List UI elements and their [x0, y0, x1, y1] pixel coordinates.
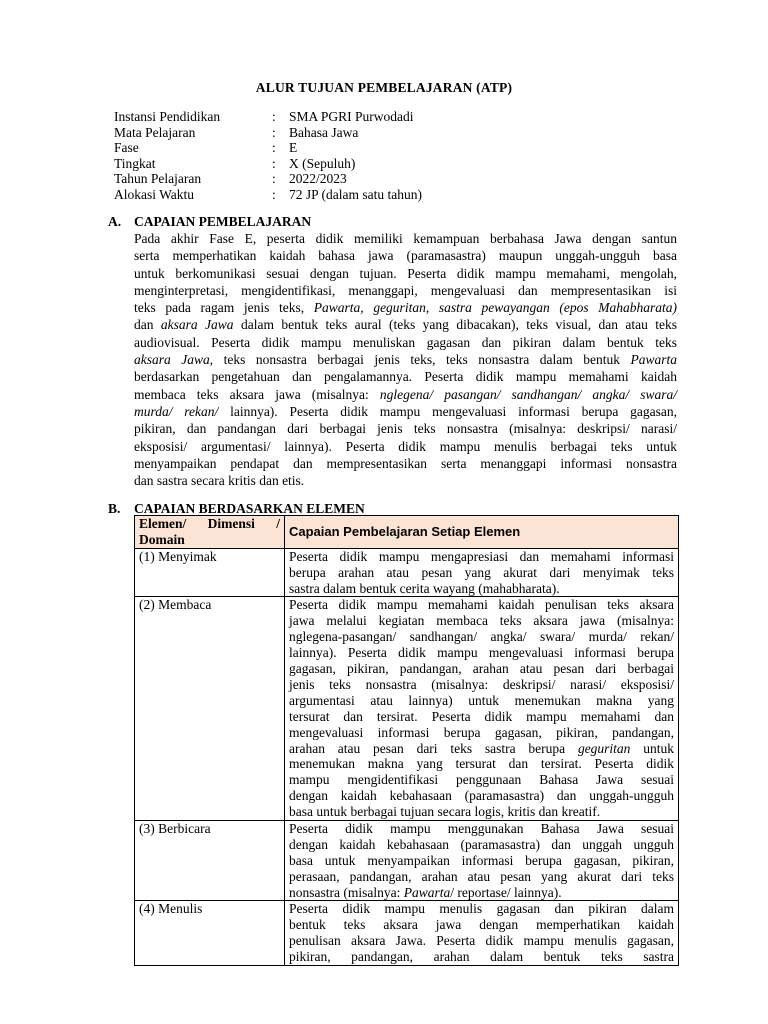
element-name: (1) Menyimak [139, 548, 217, 564]
meta-value: SMA PGRI Purwodadi [289, 109, 414, 124]
outcome-line [289, 677, 674, 693]
text-run: berupa arahan atau pesan yang akurat dari menyimak teks [289, 564, 674, 580]
meta-label: Tahun Pelajaran [114, 171, 202, 186]
header-outcome: Capaian Pembelajaran Setiap Elemen [285, 516, 679, 549]
table-row [135, 820, 679, 900]
outcome-line [289, 901, 674, 917]
header-element-line: Elemen/ Dimensi / [139, 516, 280, 531]
outcome-line [289, 756, 674, 772]
italic-text: geguritan [577, 740, 631, 756]
italic-text: Pawarta, geguritan, sastra pewayangan (epos Mahabharata) [313, 300, 677, 316]
outcome-line [289, 804, 674, 820]
text-run: audiovisual. Peserta didik mampu menuliskan gagasan dan pikiran dalam bentuk teks [134, 334, 677, 350]
element-outcome-cell [285, 901, 679, 966]
outcome-line [289, 693, 674, 709]
element-name: (4) Menulis [139, 901, 203, 917]
meta-row-grade [114, 156, 422, 172]
outcome-line [289, 869, 674, 885]
table-row [135, 548, 679, 597]
text-run: mengevaluasi informasi berupa gagasan, pikiran, pandangan, [289, 724, 674, 740]
text-run: tersurat dan tersirat. Peserta didik mampu memahami dan [289, 708, 674, 724]
text-run: dengan kaidah kebahasaan (paramasastra) dan unggah ungguh [289, 836, 674, 852]
text-run: lainnya). Peserta didik mampu mengevaluasi informasi berupa [289, 645, 674, 661]
table-row [135, 597, 679, 820]
paragraph-line [134, 472, 677, 489]
meta-row-subject [114, 125, 422, 141]
meta-value: Bahasa Jawa [289, 124, 359, 140]
outcome-line [289, 933, 674, 949]
text-run: pikiran, pandangan, arahan dalam bentuk teks sastra [289, 949, 674, 965]
outcome-line [289, 772, 674, 788]
learning-outcome-paragraph [134, 230, 677, 489]
text-run: arahan atau pesan dari teks sastra berupa [289, 740, 578, 756]
outcome-line [289, 741, 674, 757]
text-run: sastra dalam bentuk cerita wayang (mahabharata). [289, 580, 560, 596]
meta-value: E [289, 140, 298, 155]
text-run: Peserta didik mampu mengapresiasi dan memahami informasi [289, 548, 674, 564]
text-run: argumentasi atau lainnya) untuk menemukan makna yang [289, 692, 674, 708]
meta-row-institution [114, 109, 422, 125]
meta-colon: : [272, 186, 276, 202]
text-run: Peserta didik mampu menggunakan Bahasa Jawa sesuai [289, 820, 674, 836]
outcome-line [289, 917, 674, 933]
meta-label: Alokasi Waktu [114, 186, 195, 202]
element-name-cell [135, 597, 285, 820]
element-name: (3) Berbicara [139, 820, 211, 836]
paragraph-line [134, 247, 677, 264]
outcome-line [289, 645, 674, 661]
section-a-heading [108, 213, 311, 230]
document-title: ALUR TUJUAN PEMBELAJARAN (ATP) [255, 80, 513, 95]
text-run: Pada akhir Fase E, peserta didik memiliki kemampuan berbahasa Jawa dengan santun [134, 231, 677, 246]
element-name-cell [135, 548, 285, 597]
meta-value: X (Sepuluh) [289, 155, 356, 171]
text-run: dan [134, 317, 161, 333]
text-run: jawa melalui kegiatan membaca teks aksara jawa (misalnya: [289, 613, 674, 629]
italic-text: Pawarta [403, 884, 451, 900]
meta-row-phase [114, 140, 422, 156]
text-run: mampu mengidentifikasi penggunaan Bahasa Jawa sesuai [289, 772, 674, 788]
header-element-line: Domain [139, 531, 185, 547]
table-row [135, 901, 679, 966]
element-outcome-cell [285, 820, 679, 900]
meta-label: Tingkat [114, 155, 156, 171]
text-run: perasaan, pandangan, arahan atau pesan yang akurat dari teks [289, 868, 674, 884]
text-run: untuk [630, 740, 674, 756]
text-run: menyampaikan pendapat dan mempresentasikan serta menanggapi informasi nonsastra [134, 455, 677, 471]
meta-value: 2022/2023 [289, 171, 347, 186]
section-title: CAPAIAN BERDASARKAN ELEMEN [134, 501, 365, 516]
text-run: Peserta didik mampu menulis gagasan dan pikiran dalam [289, 901, 674, 917]
identity-block [114, 109, 422, 202]
text-run: berdasarkan pengetahuan dan pengalamannya. Peserta didik mampu memahami kaidah [134, 369, 677, 385]
outcome-line [289, 629, 674, 645]
element-outcome-cell [285, 548, 679, 597]
header-element [135, 516, 285, 549]
outcome-line [289, 581, 674, 597]
text-run: Peserta didik mampu memahami kaidah penulisan teks aksara [289, 597, 674, 613]
italic-text: aksara Jawa [160, 317, 234, 333]
outcome-line [289, 565, 674, 581]
section-title: CAPAIAN PEMBELAJARAN [134, 214, 312, 229]
paragraph-line [134, 351, 677, 368]
outcome-line [289, 597, 674, 613]
outcome-line [289, 709, 674, 725]
text-run: / reportase/ lainnya). [450, 884, 562, 900]
text-run: dalam bentuk teks aural (teks yang dibacakan), teks visual, dan atau teks [233, 317, 678, 333]
text-run: gagasan, pikiran, pandangan, arahan atau pesan dari berbagai [289, 661, 674, 677]
text-run: bentuk teks aksara jawa dengan memperhatikan kaidah [289, 917, 674, 933]
paragraph-line [134, 299, 677, 316]
paragraph-line [134, 368, 677, 385]
paragraph-line [134, 316, 677, 333]
meta-label: Fase [114, 140, 139, 155]
element-name-cell [135, 820, 285, 900]
meta-label: Instansi Pendidikan [114, 109, 221, 124]
paragraph-line [134, 455, 677, 472]
outcome-line [289, 885, 674, 901]
italic-text: nglegena/ pasangan/ sandhangan/ angka/ swara/ [379, 386, 677, 402]
paragraph-line [134, 438, 677, 455]
outcome-line [289, 725, 674, 741]
section-letter: B. [108, 501, 121, 516]
text-run: , teks nonsastra berbagai jenis teks, teks nonsastra dalam bentuk [209, 352, 631, 368]
outcome-line [289, 549, 674, 565]
italic-text: aksara Jawa [134, 352, 210, 368]
text-run: jenis teks nonsastra (misalnya: deskripsi/ narasi/ eksposisi/ [289, 676, 674, 692]
text-run: eksposisi/ argumentasi/ lainnya). Peserta didik mampu menulis berbagai teks untuk [134, 438, 677, 454]
meta-value: 72 JP (dalam satu tahun) [289, 186, 422, 202]
text-run: pikiran, dan pandangan dari berbagai jenis teks nonsastra (misalnya: deskripsi/ narasi/ [134, 421, 677, 437]
text-run: untuk berkomunikasi sesuai dengan tujuan. Peserta didik mampu memahami, mengolah, [134, 265, 677, 281]
outcome-line [289, 613, 674, 629]
meta-colon: : [272, 124, 276, 140]
outcome-line [289, 837, 674, 853]
text-run: menginterpretasi, mengidentifikasi, menanggapi, mengevaluasi dan mempresentasikan isi [134, 282, 677, 298]
paragraph-line [134, 230, 677, 247]
text-run: membaca teks aksara jawa (misalnya: [134, 386, 380, 402]
meta-colon: : [272, 109, 276, 124]
meta-label: Mata Pelajaran [114, 124, 196, 140]
paragraph-line [134, 282, 677, 299]
text-run: serta memperhatikan kaidah bahasa jawa (paramasastra) maupun unggah-ungguh basa [134, 248, 677, 264]
paragraph-line [134, 386, 677, 403]
italic-text: Pawarta [630, 352, 677, 368]
italic-text: murda/ rekan/ [134, 403, 219, 419]
meta-colon: : [272, 155, 276, 171]
outcome-line [289, 853, 674, 869]
text-run: lainnya). Peserta didik mampu mengevaluasi informasi berupa gagasan, [218, 403, 677, 419]
element-name-cell [135, 901, 285, 966]
text-run: dengan kaidah kebahasaan (paramasastra) dan unggah-ungguh [289, 788, 674, 804]
text-run: nglegena-pasangan/ sandhangan/ angka/ swara/ murda/ rekan/ [289, 629, 674, 645]
paragraph-line [134, 420, 677, 437]
meta-row-time-allocation [114, 187, 422, 203]
element-name: (2) Membaca [139, 597, 212, 613]
meta-colon: : [272, 171, 276, 186]
section-letter: A. [108, 214, 122, 229]
meta-row-school-year [114, 171, 422, 187]
outcome-line [289, 788, 674, 804]
outcome-line [289, 661, 674, 677]
element-outcome-cell [285, 597, 679, 820]
text-run: dan sastra secara kritis dan etis. [134, 473, 305, 489]
outcome-line [289, 821, 674, 837]
outcome-line [289, 949, 674, 965]
table-header-row [135, 516, 679, 549]
element-outcomes-table [134, 515, 679, 966]
text-run: basa untuk menyampaikan informasi berupa gagasan, pikiran, [289, 852, 674, 868]
paragraph-line [134, 334, 677, 351]
meta-colon: : [272, 140, 276, 155]
text-run: basa untuk berbagai tujuan secara logis, kritis dan kreatif. [289, 804, 601, 820]
text-run: teks pada ragam jenis teks, [134, 300, 314, 316]
text-run: menemukan makna yang tersurat dan tersirat. Peserta didik [289, 756, 674, 772]
paragraph-line [134, 265, 677, 282]
text-run: nonsastra (misalnya: [289, 884, 404, 900]
paragraph-line [134, 403, 677, 420]
text-run: penulisan aksara Jawa. Peserta didik mampu menulis gagasan, [289, 933, 674, 949]
